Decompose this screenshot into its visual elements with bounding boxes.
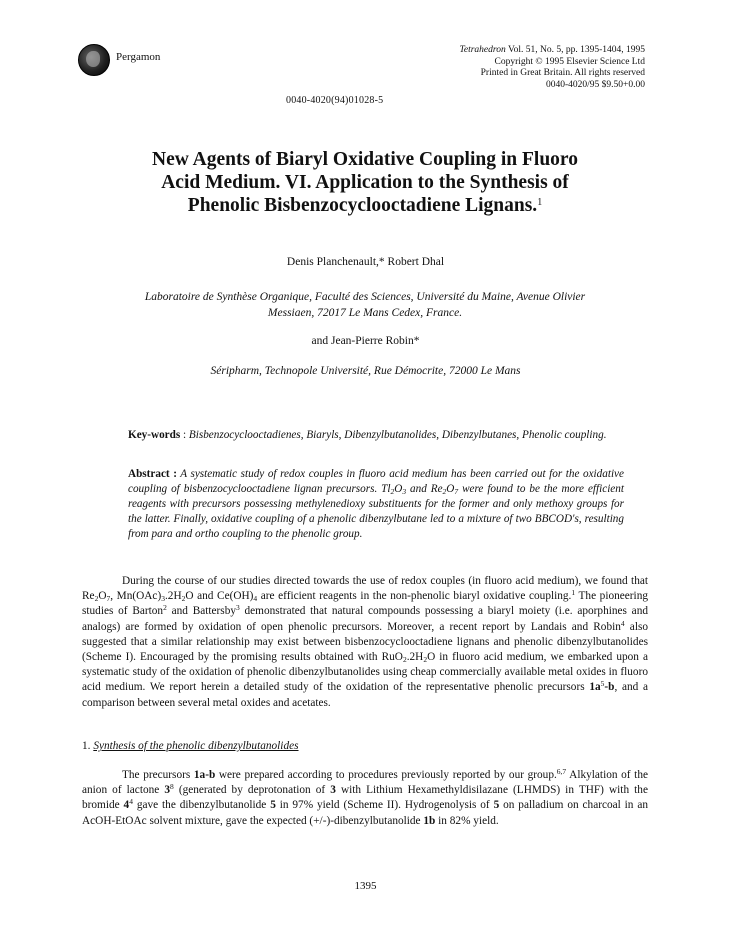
sub-7: 7 <box>106 594 111 604</box>
sub-2: 2 <box>94 594 99 604</box>
title-line-3: Phenolic Bisbenzocyclooctadiene Lignans. <box>187 195 538 216</box>
title-line-1: New Agents of Biaryl Oxidative Coupling in Fluoro <box>152 149 578 170</box>
text-run: are efficient reagents in the non-phenolic biaryl oxidative coupling. <box>257 590 572 603</box>
sub-2: 2 <box>423 655 428 665</box>
section-heading <box>82 740 299 752</box>
text-run: O <box>98 590 107 603</box>
ref-mark: 1 <box>571 588 576 598</box>
page-number: 1395 <box>354 880 377 892</box>
author-names-1: Denis Planchenault,* Robert Dhal <box>286 256 445 268</box>
text-run: in 82% yield. <box>435 814 499 827</box>
text-run: (generated by deprotonation of <box>173 784 331 797</box>
affiliation-1-line-2: Messiaen, 72017 Le Mans Cedex, France. <box>267 307 463 319</box>
ref-mark: 2 <box>163 603 167 613</box>
sub-3: 3 <box>402 487 407 496</box>
compound-label: 3 <box>330 784 336 797</box>
sub-4: 4 <box>253 594 258 604</box>
author-names-2: and Jean-Pierre Robin* <box>311 335 420 347</box>
publisher-name: Pergamon <box>116 51 161 63</box>
text-run: Alkylation of the anion of lactone <box>82 769 648 797</box>
text-run: The pioneering studies of Barton <box>82 590 648 618</box>
ref-mark: 3 <box>236 603 240 613</box>
text-run: in 97% yield (Scheme II). Hydrogenolysis of <box>275 799 494 812</box>
journal-info-block <box>459 45 645 91</box>
section-number: 1. <box>82 740 91 752</box>
abstract-text-b: O <box>394 483 403 495</box>
text-run: O and Ce(OH) <box>185 590 254 603</box>
sub-2: 2 <box>402 655 407 665</box>
text-run: .2H <box>406 651 424 664</box>
affiliation-2: Séripharm, Technopole Université, Rue Démocrite, 72000 Le Mans <box>210 365 521 377</box>
text-run: demonstrated that natural compounds possessing a biaryl moiety (i.e. aporphines and analogs) are formed by oxidation of open phenolic precursors. Moreover, a recent report by Landais and Robin <box>82 605 648 633</box>
sub-2: 2 <box>442 487 447 496</box>
text-run: also suggested that a similar relationship may exist between bisbenzocyclooctadiene lignans and phenolic dibenzylbutanolides (Scheme I). Encouraged by the promising results obtained with RuO <box>82 620 649 664</box>
text-run: with Lithium Hexamethyldisilazane (LHMDS) in THF) with the bromide <box>82 784 648 812</box>
journal-volume: Vol. 51, No. 5, pp. 1395-1404, 1995 <box>507 45 645 55</box>
ref-mark: 6,7 <box>556 767 567 776</box>
compound-label: - <box>604 681 609 694</box>
keywords-label: Key-words <box>128 429 181 441</box>
body-paragraph-2 <box>82 768 648 829</box>
issn-line: 0040-4020/95 $9.50+0.00 <box>545 79 645 90</box>
body-paragraph-1 <box>82 574 648 711</box>
ref-mark: 4 <box>620 618 625 628</box>
sub-7: 7 <box>454 487 459 496</box>
ref-mark: 4 <box>129 797 133 807</box>
compound-label: 3 <box>164 784 170 797</box>
copyright-line: Copyright © 1995 Elsevier Science Ltd <box>494 56 645 67</box>
abstract-text-d: O <box>446 483 455 495</box>
abstract-text-c: and Re <box>406 483 443 495</box>
text-run: , Mn(OAc) <box>110 590 162 603</box>
journal-name: Tetrahedron <box>459 45 506 55</box>
compound-label: 5 <box>270 799 276 812</box>
paper-title <box>130 148 600 217</box>
text-run: gave the dibenzylbutanolide <box>132 799 271 812</box>
compound-label: b <box>608 681 615 694</box>
text-run: were prepared according to procedures previously reported by our group. <box>215 769 557 781</box>
abstract-text-e: were found to be the more efficient reagents with precursors possessing methylenedioxy substituents for the former and only methoxy groups for the latter. Finally, oxidative coupling of a phenolic dibenzylbutane led to a mixture of two BBCOD's, resulting from para and ortho coupling to the phenolic group. <box>128 483 624 540</box>
printed-line: Printed in Great Britain. All rights reserved <box>480 68 645 78</box>
keywords-text: Bisbenzocyclooctadienes, Biaryls, Dibenzylbutanolides, Dibenzylbutanes, Phenolic coupling. <box>188 429 607 441</box>
abstract-label: Abstract : <box>128 468 177 480</box>
sub-2: 2 <box>390 487 395 496</box>
title-footnote-mark: 1 <box>537 197 543 208</box>
text-run: and Battersby <box>166 605 236 618</box>
text-run: During the course of our studies directed towards the use of redox couples (in fluoro acid medium), we found that Re <box>82 575 648 603</box>
compound-label: 1a-b <box>193 769 216 781</box>
keywords-block: Key-words : Bisbenzocyclooctadienes, Biaryls, Dibenzylbutanolides, Dibenzylbutanes, Phenolic coupling. <box>128 429 607 441</box>
sub-2: 2 <box>181 594 186 604</box>
publisher-logo-icon <box>78 44 110 76</box>
text-run: on palladium on charcoal in an AcOH-EtOAc solvent mixture, gave the expected (+/-)-dibenzylbutanolide <box>82 799 648 827</box>
text-run: .2H <box>164 590 182 603</box>
ref-mark: 5 <box>600 679 605 689</box>
abstract-text-a: A systematic study of redox couples in fluoro acid medium has been carried out for the oxidative coupling of bisbenzocyclooctadiene lignan precursors. Tl <box>128 468 624 495</box>
section-title: Synthesis of the phenolic dibenzylbutanolides <box>93 740 299 752</box>
pii-code: 0040-4020(94)01028-5 <box>286 95 384 106</box>
compound-label: 1a <box>589 681 601 694</box>
ref-mark: 8 <box>170 782 174 792</box>
abstract-block <box>128 467 624 542</box>
affiliation-1 <box>110 289 620 321</box>
text-run: The precursors <box>122 769 194 781</box>
affiliation-1-line-1: Laboratoire de Synthèse Organique, Faculté des Sciences, Université du Maine, Avenue Olivier <box>144 291 586 303</box>
title-line-2: Acid Medium. VI. Application to the Synthesis of <box>161 172 569 193</box>
text-run: , and a comparison between several metal oxides and acetates. <box>82 681 648 709</box>
compound-label: 1b <box>423 814 436 827</box>
compound-label: 4 <box>123 799 130 812</box>
sub-3: 3 <box>161 594 165 604</box>
compound-label: 5 <box>493 799 500 812</box>
text-run: O in fluoro acid medium, we embarked upon a systematic study of the oxidation of phenolic dibenzylbutanolides using cheap commercially available metal oxides in fluoro acid medium. We report herein a detailed study of the oxidation of the representative phenolic precursors <box>82 651 648 694</box>
